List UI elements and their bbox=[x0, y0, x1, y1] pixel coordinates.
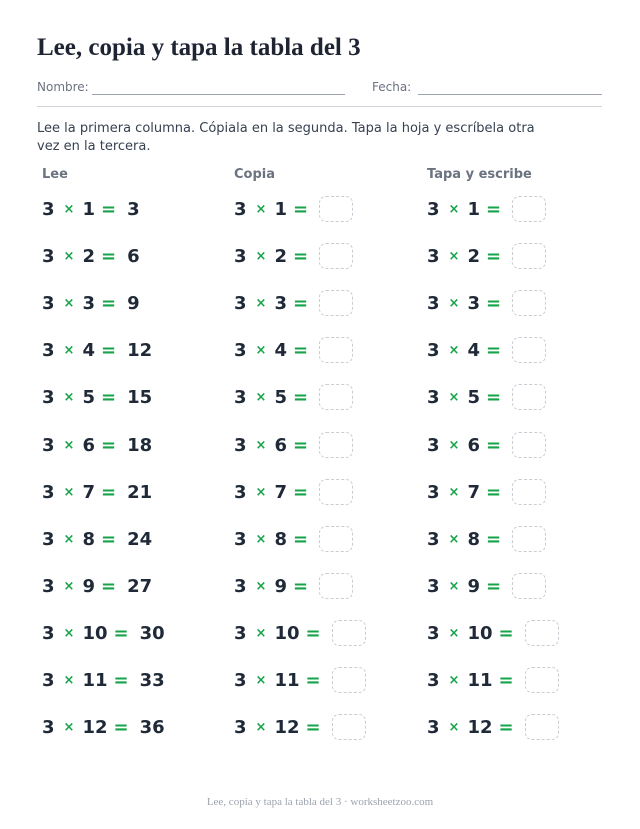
equation-lee bbox=[42, 618, 165, 648]
equals-sign: = bbox=[305, 669, 321, 691]
multiplier: 8 bbox=[274, 528, 287, 550]
equation-tapa bbox=[427, 618, 559, 648]
times-sign: × bbox=[255, 531, 267, 547]
factor: 3 bbox=[427, 339, 440, 361]
equation-lee bbox=[42, 477, 152, 507]
multiplier: 2 bbox=[82, 245, 95, 267]
equation-tapa bbox=[427, 335, 546, 365]
product: 15 bbox=[127, 386, 153, 408]
equals-sign: = bbox=[485, 434, 502, 456]
equals-sign: = bbox=[100, 292, 117, 314]
equals-sign: = bbox=[292, 292, 309, 314]
equation-tapa bbox=[427, 241, 546, 271]
multiplier: 3 bbox=[82, 292, 95, 314]
equals-sign: = bbox=[485, 245, 502, 267]
answer-box[interactable] bbox=[332, 667, 366, 693]
times-sign: × bbox=[63, 389, 75, 405]
multiplier: 12 bbox=[274, 716, 300, 738]
multiplier: 12 bbox=[82, 716, 108, 738]
answer-box[interactable] bbox=[512, 432, 546, 458]
equation-lee bbox=[42, 194, 140, 224]
product: 27 bbox=[127, 575, 153, 597]
multiplier: 10 bbox=[467, 622, 493, 644]
equals-sign: = bbox=[485, 292, 502, 314]
equals-sign: = bbox=[292, 481, 309, 503]
equation-tapa bbox=[427, 665, 559, 695]
times-sign: × bbox=[448, 578, 460, 594]
multiplier: 4 bbox=[467, 339, 480, 361]
factor: 3 bbox=[427, 245, 440, 267]
answer-box[interactable] bbox=[512, 573, 546, 599]
factor: 3 bbox=[234, 434, 247, 456]
equation-tapa bbox=[427, 477, 546, 507]
equals-sign: = bbox=[485, 386, 502, 408]
factor: 3 bbox=[42, 669, 55, 691]
answer-box[interactable] bbox=[319, 243, 353, 269]
multiplier: 6 bbox=[82, 434, 95, 456]
answer-box[interactable] bbox=[319, 432, 353, 458]
factor: 3 bbox=[42, 292, 55, 314]
answer-box[interactable] bbox=[512, 337, 546, 363]
multiplier: 3 bbox=[467, 292, 480, 314]
product: 18 bbox=[127, 434, 153, 456]
answer-box[interactable] bbox=[512, 384, 546, 410]
factor: 3 bbox=[42, 622, 55, 644]
multiplier: 4 bbox=[274, 339, 287, 361]
equation-lee bbox=[42, 382, 152, 412]
times-sign: × bbox=[448, 389, 460, 405]
equation-lee bbox=[42, 571, 152, 601]
factor: 3 bbox=[234, 669, 247, 691]
factor: 3 bbox=[42, 386, 55, 408]
column-header-lee: Lee bbox=[42, 167, 68, 182]
product: 6 bbox=[127, 245, 140, 267]
multiplier: 8 bbox=[82, 528, 95, 550]
equals-sign: = bbox=[100, 528, 117, 550]
equals-sign: = bbox=[485, 575, 502, 597]
multiplier: 2 bbox=[274, 245, 287, 267]
product: 9 bbox=[127, 292, 140, 314]
equals-sign: = bbox=[113, 622, 129, 644]
header-divider bbox=[37, 106, 602, 107]
factor: 3 bbox=[427, 716, 440, 738]
equals-sign: = bbox=[100, 245, 117, 267]
answer-box[interactable] bbox=[512, 243, 546, 269]
answer-box[interactable] bbox=[512, 526, 546, 552]
equation-copia bbox=[234, 194, 353, 224]
times-sign: × bbox=[448, 201, 460, 217]
equals-sign: = bbox=[292, 434, 309, 456]
multiplier: 11 bbox=[82, 669, 108, 691]
equals-sign: = bbox=[100, 481, 117, 503]
factor: 3 bbox=[427, 575, 440, 597]
equation-copia bbox=[234, 335, 353, 365]
factor: 3 bbox=[427, 528, 440, 550]
answer-box[interactable] bbox=[319, 526, 353, 552]
multiplier: 5 bbox=[274, 386, 287, 408]
times-sign: × bbox=[255, 437, 267, 453]
answer-box[interactable] bbox=[332, 714, 366, 740]
factor: 3 bbox=[427, 434, 440, 456]
multiplier: 8 bbox=[467, 528, 480, 550]
factor: 3 bbox=[42, 716, 55, 738]
times-sign: × bbox=[448, 672, 460, 688]
factor: 3 bbox=[234, 481, 247, 503]
equals-sign: = bbox=[113, 669, 129, 691]
answer-box[interactable] bbox=[319, 479, 353, 505]
equation-copia bbox=[234, 618, 366, 648]
times-sign: × bbox=[448, 484, 460, 500]
multiplier: 7 bbox=[274, 481, 287, 503]
product: 3 bbox=[127, 198, 140, 220]
column-header-copia: Copia bbox=[234, 167, 276, 182]
factor: 3 bbox=[234, 622, 247, 644]
equation-tapa bbox=[427, 288, 546, 318]
answer-box[interactable] bbox=[332, 620, 366, 646]
answer-box[interactable] bbox=[319, 337, 353, 363]
factor: 3 bbox=[234, 245, 247, 267]
equation-lee bbox=[42, 712, 165, 742]
times-sign: × bbox=[255, 201, 267, 217]
factor: 3 bbox=[42, 434, 55, 456]
equation-copia bbox=[234, 712, 366, 742]
times-sign: × bbox=[448, 437, 460, 453]
equals-sign: = bbox=[100, 434, 117, 456]
equals-sign: = bbox=[485, 339, 502, 361]
equals-sign: = bbox=[100, 339, 117, 361]
answer-box[interactable] bbox=[319, 573, 353, 599]
equals-sign: = bbox=[305, 716, 321, 738]
equals-sign: = bbox=[292, 528, 309, 550]
equals-sign: = bbox=[113, 716, 129, 738]
times-sign: × bbox=[255, 342, 267, 358]
factor: 3 bbox=[42, 198, 55, 220]
factor: 3 bbox=[234, 292, 247, 314]
equals-sign: = bbox=[292, 245, 309, 267]
multiplier: 9 bbox=[82, 575, 95, 597]
multiplier: 11 bbox=[274, 669, 300, 691]
equals-sign: = bbox=[100, 198, 117, 220]
times-sign: × bbox=[63, 719, 75, 735]
equation-tapa bbox=[427, 194, 546, 224]
multiplier: 7 bbox=[82, 481, 95, 503]
answer-box[interactable] bbox=[319, 290, 353, 316]
factor: 3 bbox=[234, 198, 247, 220]
factor: 3 bbox=[234, 716, 247, 738]
answer-box[interactable] bbox=[512, 196, 546, 222]
multiplier: 4 bbox=[82, 339, 95, 361]
equation-copia bbox=[234, 665, 366, 695]
equation-lee bbox=[42, 524, 152, 554]
equation-tapa bbox=[427, 571, 546, 601]
factor: 3 bbox=[427, 386, 440, 408]
equals-sign: = bbox=[498, 669, 514, 691]
times-sign: × bbox=[255, 484, 267, 500]
multiplier: 10 bbox=[274, 622, 300, 644]
multiplier: 3 bbox=[274, 292, 287, 314]
times-sign: × bbox=[448, 248, 460, 264]
times-sign: × bbox=[255, 578, 267, 594]
times-sign: × bbox=[63, 672, 75, 688]
times-sign: × bbox=[255, 672, 267, 688]
equation-copia bbox=[234, 571, 353, 601]
multiplier: 1 bbox=[274, 198, 287, 220]
equals-sign: = bbox=[305, 622, 321, 644]
equals-sign: = bbox=[292, 386, 309, 408]
equation-copia bbox=[234, 241, 353, 271]
date-label: Fecha: bbox=[372, 80, 412, 94]
worksheet-title: Lee, copia y tapa la tabla del 3 bbox=[37, 34, 361, 61]
times-sign: × bbox=[255, 295, 267, 311]
multiplier: 7 bbox=[467, 481, 480, 503]
equation-tapa bbox=[427, 524, 546, 554]
times-sign: × bbox=[448, 342, 460, 358]
multiplier: 1 bbox=[82, 198, 95, 220]
factor: 3 bbox=[42, 245, 55, 267]
answer-box[interactable] bbox=[525, 714, 559, 740]
factor: 3 bbox=[42, 528, 55, 550]
times-sign: × bbox=[63, 295, 75, 311]
times-sign: × bbox=[448, 531, 460, 547]
equals-sign: = bbox=[292, 198, 309, 220]
times-sign: × bbox=[255, 248, 267, 264]
equation-copia bbox=[234, 524, 353, 554]
multiplier: 9 bbox=[274, 575, 287, 597]
product: 12 bbox=[127, 339, 153, 361]
factor: 3 bbox=[427, 198, 440, 220]
name-label: Nombre: bbox=[37, 80, 89, 94]
times-sign: × bbox=[448, 295, 460, 311]
equals-sign: = bbox=[485, 198, 502, 220]
multiplier: 6 bbox=[274, 434, 287, 456]
product: 36 bbox=[139, 716, 165, 738]
multiplier: 5 bbox=[82, 386, 95, 408]
times-sign: × bbox=[63, 531, 75, 547]
equation-lee bbox=[42, 241, 140, 271]
times-sign: × bbox=[448, 719, 460, 735]
multiplier: 10 bbox=[82, 622, 108, 644]
answer-box[interactable] bbox=[525, 667, 559, 693]
product: 30 bbox=[139, 622, 165, 644]
multiplier: 5 bbox=[467, 386, 480, 408]
answer-box[interactable] bbox=[525, 620, 559, 646]
footer: Lee, copia y tapa la tabla del 3 · worksheetzoo.com bbox=[206, 796, 434, 808]
factor: 3 bbox=[234, 386, 247, 408]
factor: 3 bbox=[234, 575, 247, 597]
times-sign: × bbox=[63, 484, 75, 500]
equation-copia bbox=[234, 382, 353, 412]
answer-box[interactable] bbox=[512, 290, 546, 316]
multiplier: 6 bbox=[467, 434, 480, 456]
equals-sign: = bbox=[292, 575, 309, 597]
factor: 3 bbox=[42, 575, 55, 597]
product: 33 bbox=[139, 669, 165, 691]
multiplier: 11 bbox=[467, 669, 493, 691]
multiplier: 2 bbox=[467, 245, 480, 267]
multiplier: 9 bbox=[467, 575, 480, 597]
multiplier: 12 bbox=[467, 716, 493, 738]
factor: 3 bbox=[427, 669, 440, 691]
equation-copia bbox=[234, 430, 353, 460]
equation-copia bbox=[234, 288, 353, 318]
date-field[interactable] bbox=[418, 94, 602, 95]
equation-tapa bbox=[427, 430, 546, 460]
product: 24 bbox=[127, 528, 153, 550]
times-sign: × bbox=[63, 625, 75, 641]
factor: 3 bbox=[234, 528, 247, 550]
instructions: Lee la primera columna. Cópiala en la segunda. Tapa la hoja y escríbela otra vez en la tercera. bbox=[37, 121, 535, 154]
times-sign: × bbox=[63, 437, 75, 453]
factor: 3 bbox=[427, 292, 440, 314]
equation-tapa bbox=[427, 382, 546, 412]
answer-box[interactable] bbox=[319, 384, 353, 410]
factor: 3 bbox=[234, 339, 247, 361]
equation-lee bbox=[42, 430, 152, 460]
equation-lee bbox=[42, 335, 152, 365]
equation-lee bbox=[42, 665, 165, 695]
name-field[interactable] bbox=[92, 94, 345, 95]
times-sign: × bbox=[63, 248, 75, 264]
multiplier: 1 bbox=[467, 198, 480, 220]
times-sign: × bbox=[63, 578, 75, 594]
column-header-tapa: Tapa y escribe bbox=[427, 167, 532, 182]
equals-sign: = bbox=[485, 481, 502, 503]
product: 21 bbox=[127, 481, 153, 503]
answer-box[interactable] bbox=[512, 479, 546, 505]
times-sign: × bbox=[448, 625, 460, 641]
factor: 3 bbox=[42, 481, 55, 503]
equation-tapa bbox=[427, 712, 559, 742]
equation-copia bbox=[234, 477, 353, 507]
equals-sign: = bbox=[292, 339, 309, 361]
equals-sign: = bbox=[100, 575, 117, 597]
equals-sign: = bbox=[100, 386, 117, 408]
times-sign: × bbox=[255, 719, 267, 735]
times-sign: × bbox=[63, 342, 75, 358]
times-sign: × bbox=[255, 389, 267, 405]
factor: 3 bbox=[427, 622, 440, 644]
times-sign: × bbox=[255, 625, 267, 641]
factor: 3 bbox=[42, 339, 55, 361]
equals-sign: = bbox=[498, 716, 514, 738]
answer-box[interactable] bbox=[319, 196, 353, 222]
factor: 3 bbox=[427, 481, 440, 503]
equals-sign: = bbox=[485, 528, 502, 550]
times-sign: × bbox=[63, 201, 75, 217]
equation-lee bbox=[42, 288, 140, 318]
equals-sign: = bbox=[498, 622, 514, 644]
